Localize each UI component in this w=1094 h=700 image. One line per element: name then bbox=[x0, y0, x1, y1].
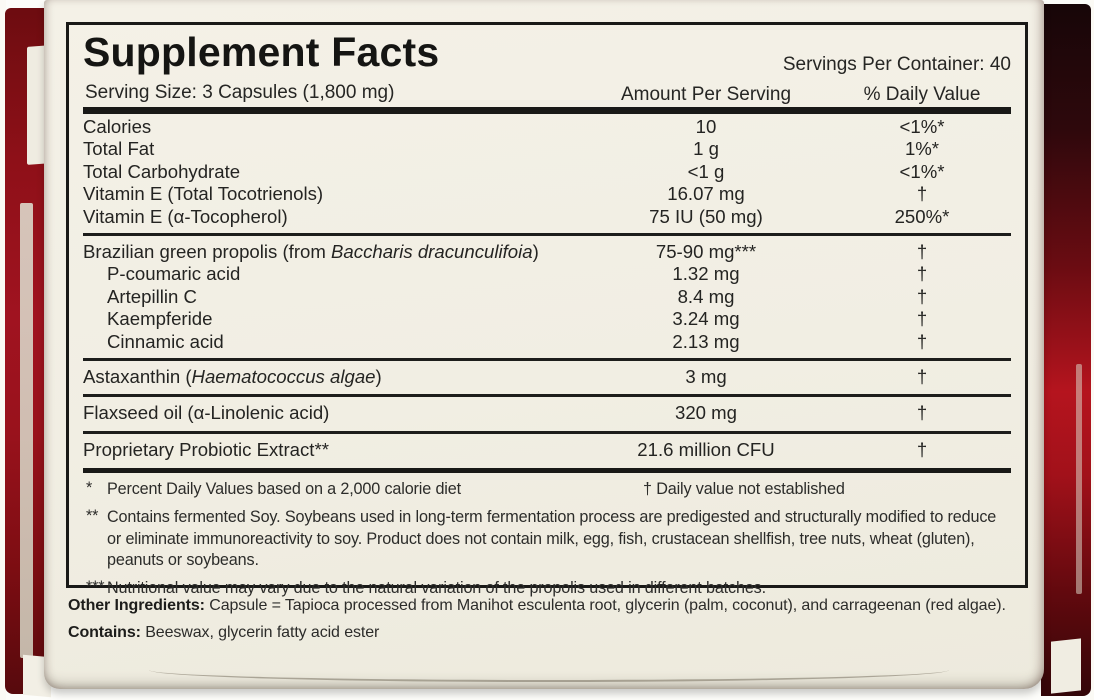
footnotes bbox=[83, 476, 1011, 599]
footnote-soy bbox=[83, 507, 1011, 572]
amount-value: 3.24 mg bbox=[672, 308, 740, 330]
box-bottom-edge bbox=[149, 670, 949, 682]
daily-value: <1%* bbox=[899, 160, 945, 182]
footnote-marker: *** bbox=[86, 577, 105, 596]
nutrient-section-astaxanthin bbox=[83, 364, 1011, 391]
table-row bbox=[83, 366, 1011, 388]
column-header-amount: Amount Per Serving bbox=[620, 84, 792, 105]
box-side-left-stripe bbox=[20, 203, 33, 658]
daily-value: † bbox=[916, 366, 928, 388]
contains-line bbox=[68, 623, 1030, 643]
daily-value: † bbox=[916, 285, 928, 307]
table-row bbox=[83, 263, 1011, 285]
section-divider bbox=[83, 358, 1011, 361]
table-row bbox=[83, 116, 1011, 138]
column-headers bbox=[83, 84, 1011, 106]
table-row bbox=[83, 331, 1011, 353]
contains-text: Beeswax, glycerin fatty acid ester bbox=[145, 624, 380, 641]
footnote-text: Contains fermented Soy. Soybeans used in long-term fermentation process are predigested and structurally modified to reduce or eliminate immunoreactivity to soy. Product does not contain milk, egg, fish, crustacean shellfish, tree nuts, wheat (gluten), peanuts or soybeans. bbox=[107, 508, 997, 570]
daily-value: † bbox=[916, 330, 928, 352]
footnote-marker: * bbox=[86, 479, 93, 498]
footnote-dagger: † Daily value not established bbox=[643, 480, 845, 499]
ingredient-name: Vitamin E (Total Tocotrienols) bbox=[83, 183, 324, 205]
footnote-marker: ** bbox=[86, 507, 99, 526]
column-header-spacer bbox=[83, 84, 581, 106]
table-row bbox=[83, 206, 1011, 228]
supplement-facts-panel bbox=[66, 22, 1028, 597]
section-divider bbox=[83, 394, 1011, 397]
amount-value: 8.4 mg bbox=[677, 285, 735, 307]
ingredient-name: Total Carbohydrate bbox=[83, 160, 241, 182]
ingredient-name: Flaxseed oil (α-Linolenic acid) bbox=[83, 402, 330, 424]
nutrient-section-basic bbox=[83, 114, 1011, 230]
table-row bbox=[83, 161, 1011, 183]
daily-value: † bbox=[916, 263, 928, 285]
table-row bbox=[83, 308, 1011, 330]
table-row bbox=[83, 138, 1011, 160]
daily-value: † bbox=[916, 308, 928, 330]
footnote-daily-value bbox=[83, 479, 1011, 503]
section-divider bbox=[83, 431, 1011, 434]
other-ingredients-line bbox=[68, 596, 1030, 616]
contains-label: Contains: bbox=[68, 624, 141, 641]
daily-value: <1%* bbox=[899, 116, 945, 137]
serving-size: Serving Size: 3 Capsules (1,800 mg) bbox=[85, 82, 395, 103]
ingredient-name: Total Fat bbox=[83, 138, 155, 160]
daily-value: 250%* bbox=[894, 205, 950, 227]
amount-value: 75 IU (50 mg) bbox=[649, 205, 763, 227]
ingredient-name: Astaxanthin (Haematococcus algae) bbox=[83, 366, 382, 388]
table-row bbox=[83, 402, 1011, 424]
table-row bbox=[83, 286, 1011, 308]
ingredient-name: Kaempferide bbox=[107, 308, 213, 330]
table-row bbox=[83, 183, 1011, 205]
amount-value: 3 mg bbox=[685, 366, 727, 388]
ingredient-name: P-coumaric acid bbox=[107, 263, 241, 285]
nutrient-section-probiotic bbox=[83, 437, 1011, 464]
column-header-daily-value: % Daily Value bbox=[863, 84, 981, 105]
box-side-right-stripe bbox=[1076, 364, 1082, 594]
daily-value: † bbox=[916, 241, 928, 263]
section-divider bbox=[83, 233, 1011, 236]
amount-value: 16.07 mg bbox=[667, 183, 745, 205]
amount-value: <1 g bbox=[687, 160, 725, 182]
amount-value: 21.6 million CFU bbox=[637, 438, 775, 460]
ingredient-name: Calories bbox=[83, 116, 152, 137]
daily-value: † bbox=[916, 438, 928, 460]
ingredient-name: Cinnamic acid bbox=[107, 330, 224, 352]
facts-header bbox=[83, 27, 1011, 107]
amount-value: 10 bbox=[695, 116, 717, 137]
servings-per-container: Servings Per Container: 40 bbox=[782, 54, 1011, 75]
footnote-text: Nutritional value may vary due to the natural variation of the propolis used in different batches. bbox=[107, 578, 766, 597]
ingredient-name: Artepillin C bbox=[107, 285, 197, 307]
ingredient-name: Vitamin E (α-Tocopherol) bbox=[83, 205, 288, 227]
amount-value: 1 g bbox=[693, 138, 719, 160]
amount-value: 1.32 mg bbox=[672, 263, 740, 285]
nutrient-section-flaxseed bbox=[83, 400, 1011, 427]
amount-value: 320 mg bbox=[674, 402, 738, 424]
ingredient-name: Brazilian green propolis (from Baccharis dracunculifoia) bbox=[83, 241, 539, 263]
header-divider-bar bbox=[83, 107, 1011, 114]
amount-value: 2.13 mg bbox=[672, 330, 740, 352]
panel-title: Supplement Facts bbox=[83, 29, 440, 75]
box-side-right bbox=[1041, 4, 1091, 696]
footnote-text: Percent Daily Values based on a 2,000 calorie diet bbox=[107, 480, 461, 499]
ingredient-name: Proprietary Probiotic Extract** bbox=[83, 438, 329, 460]
daily-value: 1%* bbox=[904, 138, 940, 160]
footnote-divider-bar bbox=[83, 468, 1011, 473]
daily-value: † bbox=[916, 183, 928, 205]
table-row bbox=[83, 439, 1011, 461]
other-ingredients-block bbox=[68, 596, 1030, 650]
table-row bbox=[83, 241, 1011, 263]
other-ingredients-text: Capsule = Tapioca processed from Manihot esculenta root, glycerin (palm, coconut), and carrageenan (red algae). bbox=[209, 597, 1006, 614]
nutrient-section-propolis bbox=[83, 239, 1011, 355]
daily-value: † bbox=[916, 402, 928, 424]
other-ingredients-label: Other Ingredients: bbox=[68, 597, 205, 614]
box-flap-bottom-right bbox=[1051, 638, 1081, 693]
amount-value: 75-90 mg*** bbox=[655, 241, 757, 263]
